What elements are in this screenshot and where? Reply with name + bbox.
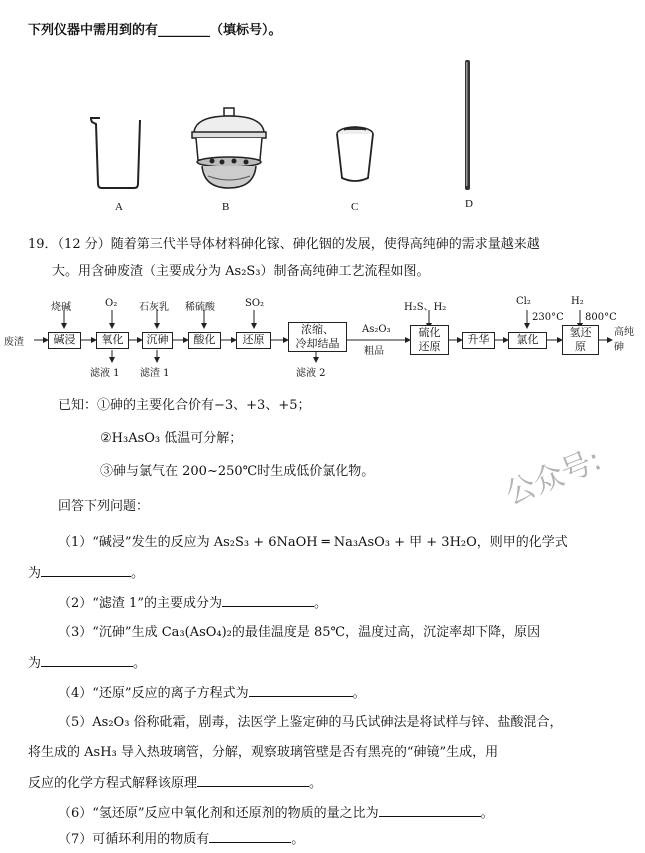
apparatus-label-d: D (465, 198, 473, 210)
condition-230: 230°C (532, 312, 564, 323)
flow-step-precipitate: 沉砷 (142, 332, 173, 349)
desiccator-icon (188, 106, 270, 194)
q3-prefix: 为 (28, 656, 42, 671)
intermediate-as2o3: As₂O₃ (362, 324, 391, 335)
q6-answer-blank[interactable] (379, 804, 481, 817)
q4-answer-blank[interactable] (249, 684, 353, 697)
q7-line: （7）可循环利用的物质有 。 (58, 832, 305, 847)
intro-line: 下列仪器中需用到的有________（填标号）。 (28, 23, 282, 38)
flow-step-hydrogen-reduce: 氢还 原 (562, 325, 599, 355)
q1-line-b: 为 。 (28, 566, 145, 581)
reagent-cl2: Cl₂ (516, 296, 531, 307)
intermediate-crude: 粗品 (364, 346, 384, 357)
flow-step-crystallize: 浓缩、 冷却结晶 (288, 322, 347, 352)
watermark: 公众号: (500, 442, 607, 513)
apparatus-label-b: B (222, 201, 230, 213)
flow-step-acidify: 酸化 (188, 332, 221, 349)
flow-step-chlorinate: 氯化 (508, 332, 547, 349)
reagent-lime-milk: 石灰乳 (139, 302, 169, 313)
reagent-dilute-sulfuric: 稀硫酸 (185, 302, 215, 313)
q5-text: 反应的化学方程式解释该原理 (28, 776, 198, 791)
known-item-2: ②H₃AsO₃ 低温可分解； (100, 431, 243, 446)
q5-line-b: 将生成的 AsH₃ 导入热玻璃管，分解，观察玻璃管壁是否有黑亮的“砷镜”生成，用 (28, 745, 499, 760)
glass-rod-icon (462, 58, 474, 192)
q3-line-b: 为 。 (28, 656, 147, 671)
q7-text: （7）可循环利用的物质有 (58, 832, 210, 847)
residue-filtrate-1: 滤液 1 (90, 368, 120, 379)
q1-answer-blank[interactable] (41, 564, 131, 577)
flow-step-sublime: 升华 (462, 332, 495, 349)
flow-end: 高纯 砷 (614, 327, 634, 353)
reagent-h2s-h2: H₂S、H₂ (404, 302, 447, 313)
crucible-icon (330, 122, 380, 186)
apparatus-label-c: C (351, 201, 359, 213)
q5-line-c: 反应的化学方程式解释该原理 。 (28, 776, 323, 791)
beaker-icon (88, 112, 148, 192)
known-item-1: 已知：①砷的主要化合价有−3、+3、+5； (58, 398, 311, 413)
question-line-2: 大。用含砷废渣（主要成分为 As₂S₃）制备高纯砷工艺流程如图。 (52, 264, 430, 279)
flow-step-sulfide-reduce: 硫化 还原 (410, 325, 449, 355)
q5-line-a: （5）As₂O₃ 俗称砒霜，剧毒，法医学上鉴定砷的马氏试砷法是将试样与锌、盐酸混合， (58, 715, 563, 730)
condition-800: 800°C (585, 312, 617, 323)
q5-answer-blank[interactable] (197, 774, 309, 787)
reagent-h2: H₂ (571, 296, 584, 307)
flow-start: 废渣 (4, 337, 24, 348)
question-line-1: 19．（12 分）随着第三代半导体材料砷化镓、砷化铟的发展，使得高纯砷的需求量越来越 (28, 237, 540, 252)
q4-text: （4）“还原”反应的离子方程式为 (58, 686, 249, 701)
answer-prompt: 回答下列问题： (58, 499, 150, 514)
reagent-oxygen: O₂ (105, 298, 118, 309)
flow-step-alkali-leach: 碱浸 (48, 332, 81, 349)
reagent-caustic-soda: 烧碱 (51, 302, 71, 313)
residue-filtrate-2: 滤液 2 (296, 368, 326, 379)
q2-line: （2）“滤渣 1”的主要成分为 。 (58, 596, 327, 611)
residue-filter-residue-1: 滤渣 1 (140, 368, 170, 379)
q4-line: （4）“还原”反应的离子方程式为 。 (58, 686, 366, 701)
q7-answer-blank[interactable] (209, 830, 291, 843)
reagent-so2: SO₂ (245, 298, 265, 309)
q6-text: （6）“氢还原”反应中氧化剂和还原剂的物质的量之比为 (58, 806, 379, 821)
flow-step-oxidize: 氧化 (96, 332, 129, 349)
q1-prefix: 为 (28, 566, 42, 581)
apparatus-label-a: A (115, 201, 123, 213)
known-item-3: ③砷与氯气在 200~250℃时生成低价氯化物。 (100, 464, 375, 479)
q3-line-a: （3）“沉砷”生成 Ca₃(AsO₄)₂的最佳温度是 85℃，温度过高，沉淀率却下降，原因 (58, 625, 541, 640)
q3-answer-blank[interactable] (41, 654, 133, 667)
flow-step-reduce: 还原 (236, 332, 271, 349)
q1-line-a: （1）“碱浸”发生的反应为 As₂S₃ + 6NaOH ═ Na₃AsO₃ + 甲 + 3H₂O，则甲的化学式 (58, 535, 568, 550)
q6-line: （6）“氢还原”反应中氧化剂和还原剂的物质的量之比为 。 (58, 806, 494, 821)
q2-text: （2）“滤渣 1”的主要成分为 (58, 596, 222, 611)
q2-answer-blank[interactable] (222, 594, 314, 607)
